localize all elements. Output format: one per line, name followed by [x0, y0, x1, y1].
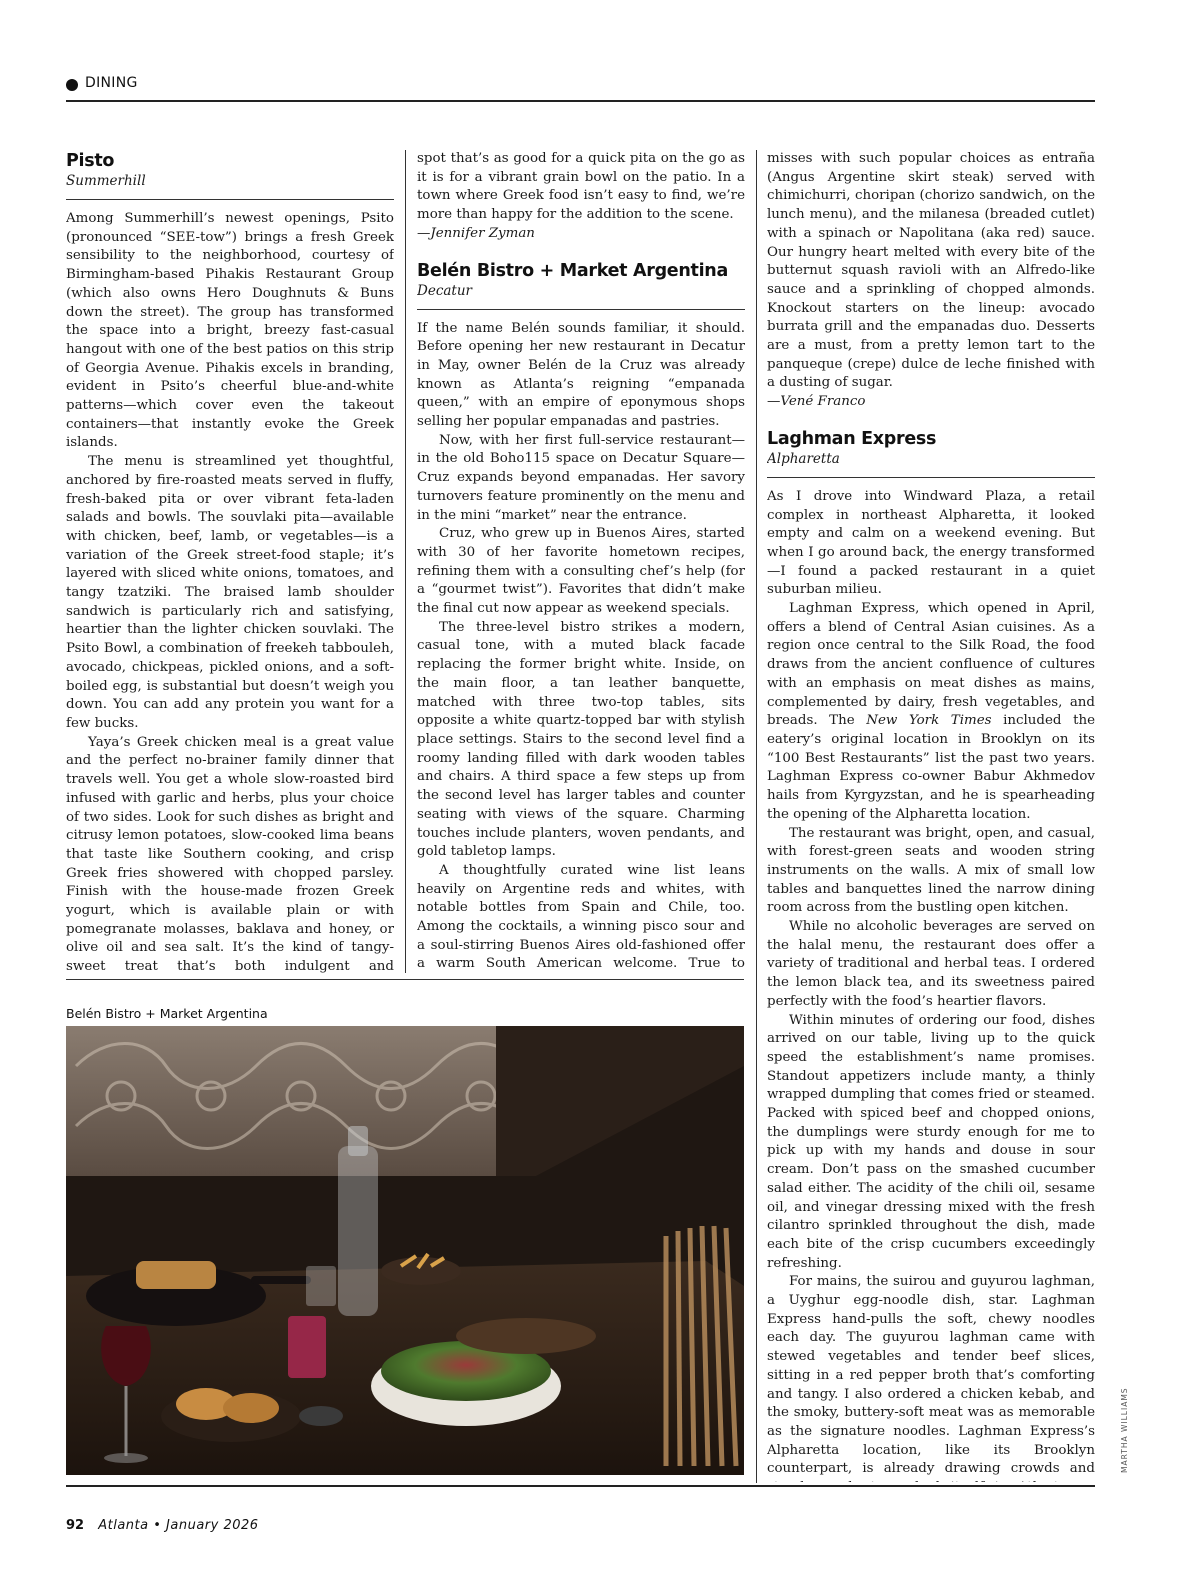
page-number: 92 — [66, 1518, 85, 1533]
pisto-paragraph-3: Yaya’s Greek chicken meal is a great value and the perfect no-brainer family dinner that travels well. You get a whole slow-roasted bird infused with garlic and herbs, plus your choice of two sides. Look for such dishes as bright and citrusy lemon potatoes, slow-cooked lima beans that taste like Southern cooking, and crisp Greek fries showered with chopped parsley. Finish with the house-made frozen Greek yogurt, which is available plain or with pomegranate molasses, baklava and honey, or olive oil and sea salt. It’s the kind of tangy-sweet treat that’s both indulgent and — [66, 734, 394, 975]
column-divider-2 — [756, 150, 757, 1483]
belen-byline: —Vené Franco — [767, 394, 866, 410]
column-2 — [417, 150, 745, 975]
laghman-p2-em: New York Times — [866, 713, 992, 729]
photo-caption: Belén Bistro + Market Argentina — [66, 1006, 268, 1021]
laghman-paragraph-3: The restaurant was bright, open, and casual, with forest-green seats and wooden string instruments on the walls. A mix of small low tables and banquettes lined the narrow dining room across from the bustling open kitchen. — [767, 825, 1095, 916]
laghman-paragraph-4: While no alcoholic beverages are served on the halal menu, the restaurant does offer a variety of traditional and herbal teas. I ordered the lemon black tea, and its sweetness paired perfectly with the food’s heartier flavors. — [767, 919, 1095, 1009]
belen-heading: Belén Bistro + Market Argentina — [417, 260, 728, 281]
pisto-paragraph-5: spot that’s as good for a quick pita on the go as it is for a vibrant grain bowl on the patio. In a town where Greek food isn’t easy to find, we’re more than happy for the addition to the scene. — [417, 151, 745, 223]
laghman-p2-b: included the eatery’s original location in Brooklyn on its “100 Best Restaurants” list the past two years. Laghman Express co-owner Babur Akhmedov hails from Kyrgyzstan, and he is spearheading the opening of the Alpharetta location. — [767, 713, 1095, 822]
belen-paragraph-2: Now, with her first full-service restaurant—in the old Boho115 space on Decatur Square—Cruz expands beyond empanadas. Her savory turnovers feature prominently on the menu and in the mini “market” near the entrance. — [417, 432, 745, 523]
bottom-rule — [66, 1485, 1095, 1487]
laghman-paragraph-5: Within minutes of ordering our food, dishes arrived on our table, living up to the quick speed the establishment’s name promises. Standout appetizers include manty, a thinly wrapped dumpling that comes fried or steamed. Packed with spiced beef and chopped onions, the dumplings were sturdy enough for me to pick up with my hands and douse in sour cream. Don’t pass on the smashed cucumber salad either. The acidity of the chili oil, sesame oil, and vinegar dressing mixed with the fresh cilantro sprinkled throughout the dish, made each bite of the crisp cucumbers exceedingly refreshing. — [767, 1012, 1095, 1271]
section-label: DINING — [85, 75, 138, 91]
column-3 — [767, 150, 1095, 1482]
belen-paragraph-4: The three-level bistro strikes a modern, casual tone, with a muted black facade replacing the former bright white. Inside, on the main floor, a tan leather banquette, matched with three two-top tables, sits opposite a white quartz-topped bar with stylish place settings. Stairs to the second level find a roomy landing filled with dark wooden tables and chairs. A third space a few steps up from the second level has larger tables and counter seating with views of the square. Charming touches include planters, woven pendants, and gold tabletop lamps. — [417, 619, 745, 860]
pisto-location: Summerhill — [66, 172, 394, 200]
page-footer — [66, 1518, 259, 1533]
bullet-dot-icon — [66, 79, 78, 91]
belen-paragraph-6: misses with such popular choices as entraña (Angus Argentine skirt steak) served with chimichurri, choripan (chorizo sandwich, on the lunch menu), and the milanesa (breaded cutlet) with a spinach or Napolitana (aka red) sauce. Our hungry heart melted with every bite of the butternut squash ravioli with an Alfredo-like sauce and a sprinkling of chopped almonds. Knockout starters on the lineup: avocado burrata grill and the empanadas duo. Desserts are a must, from a pretty lemon tart to the panqueque (crepe) dulce de leche finished with a dusting of sugar. — [767, 151, 1095, 391]
column-1 — [66, 150, 394, 975]
laghman-p2-a: Laghman Express, which opened in April, offers a blend of Central Asian cuisines. As a region once central to the Silk Road, the food draws from the ancient confluence of cultures with an emphasis on meat dishes as mains, complemented by dairy, fresh vegetables, and breads. The — [767, 601, 1095, 729]
laghman-p6-text: For mains, the suirou and guyurou laghman, a Uyghur egg-noodle dish, star. Laghman Express hand-pulls the soft, chewy noodles each day. The guyurou laghman came with stewed vegetables and tender beef slices, sitting in a red pepper broth that’s comforting and tangy. I also ordered a chicken kebab, and the smoky, buttery-soft meat was as memorable as the signature noodles. Laghman Express’s Alpharetta location, like its Brooklyn counterpart, is already drawing crowds and — [767, 1274, 1095, 1477]
laghman-location: Alpharetta — [767, 450, 1095, 478]
belen-paragraph-3: Cruz, who grew up in Buenos Aires, started with 30 of her favorite hometown recipes, refining them with a consulting chef’s help (for a “gourmet twist”). Favorites that didn’t make the final cut now appear as weekend specials. — [417, 526, 745, 617]
section-header — [66, 74, 1095, 102]
laghman-paragraph-2 — [767, 600, 1095, 824]
photo-credit — [1120, 1387, 1130, 1483]
column-divider-1 — [405, 150, 406, 973]
belen-location: Decatur — [417, 282, 745, 310]
magazine-issue: Atlanta • January 2026 — [98, 1518, 259, 1533]
pisto-byline: —Jennifer Zyman — [417, 225, 535, 241]
laghman-paragraph-1: As I drove into Windward Plaza, a retail complex in northeast Alpharetta, it looked empty and calm on a weekend evening. But when I go around back, the energy transformed—I found a packed restaurant in a quiet suburban milieu. — [767, 488, 1095, 598]
restaurant-photo-illustration — [66, 1026, 744, 1475]
belen-paragraph-5: A thoughtfully curated wine list leans heavily on Argentine reds and whites, with notable bottles from Spain and Chile, too. Among the cocktails, a winning pisco sour and a soul-stirring Buenos Aires old-fashioned offer a warm South American welcome. True to — [417, 862, 745, 972]
laghman-paragraph-6 — [767, 1273, 1095, 1482]
pisto-paragraph-1: Among Summerhill’s newest openings, Psito (pronounced “SEE-tow”) brings a fresh Greek sensibility to the neighborhood, courtesy of Birmingham-based Pihakis Restaurant Group (which also owns Hero Doughnuts & Buns down the street). The group has transformed the space into a bright, breezy fast-casual hangout with one of the best patios on this strip of Georgia Avenue. Pihakis excels in branding, evident in Psito’s cheerful blue-and-white patterns—which cover even the takeout containers—that instantly evoke the Greek islands. — [66, 211, 394, 451]
belen-paragraph-1: If the name Belén sounds familiar, it should. Before opening her new restaurant in Decatur in May, owner Belén de la Cruz was already known as Atlanta’s reigning “empanada queen,” with an empire of eponymous shops selling her popular empanadas and pastries. — [417, 320, 745, 430]
pisto-heading: Pisto — [66, 151, 115, 171]
pisto-paragraph-2: The menu is streamlined yet thoughtful, anchored by fire-roasted meats served in fluffy, fresh-baked pita or over vibrant feta-laden salads and bowls. The souvlaki pita—available with chicken, beef, lamb, or vegetables—is a variation of the Greek street-food staple; it’s layered with sliced white onions, tomatoes, and tangy tzatziki. The braised lamb shoulder sandwich is particularly rich and satisfying, heartier than the lighter chicken souvlaki. The Psito Bowl, a combination of freekeh tabbouleh, avocado, chickpeas, pickled onions, and a soft-boiled egg, is substantial but doesn’t weigh you down. You can add any protein you want for a few bucks. — [66, 454, 394, 731]
restaurant-photo — [66, 1026, 744, 1475]
laghman-heading: Laghman Express — [767, 428, 937, 449]
text-bottom-rule — [66, 979, 744, 980]
photo-credit-text: MARTHA WILLIAMS — [1120, 1387, 1129, 1473]
